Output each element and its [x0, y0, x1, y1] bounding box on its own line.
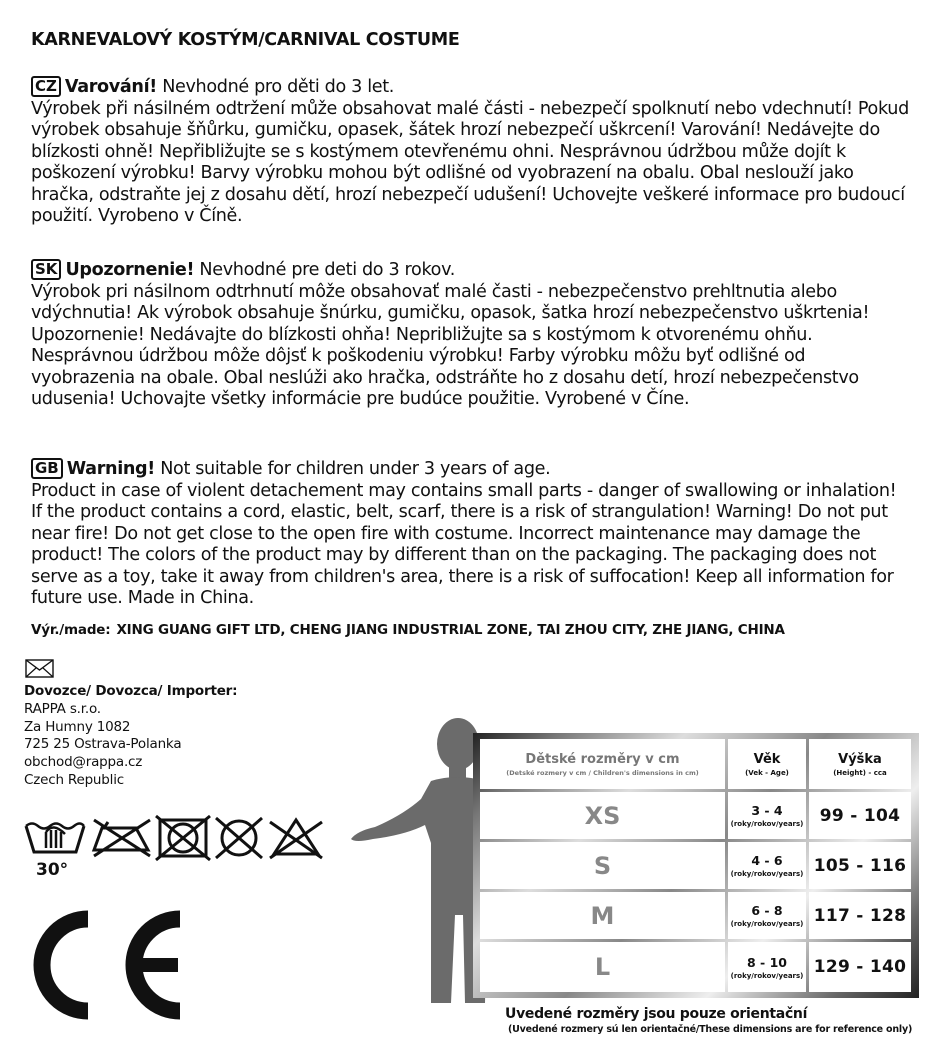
- wash-temperature: 30°: [36, 860, 69, 880]
- do-not-dry-clean-icon: [216, 818, 262, 858]
- importer-line: RAPPA s.r.o.: [24, 700, 101, 717]
- size-note-sub: (Uvedené rozmery sú len orientačné/These dimensions are for reference only): [508, 1024, 913, 1035]
- header-height-title: Výška: [838, 751, 882, 767]
- flag-badge-sk: SK: [31, 259, 61, 280]
- do-not-bleach-icon: [270, 820, 322, 858]
- importer-heading: Dovozce/ Dovozca/ Importer:: [24, 683, 238, 699]
- warning-first-line-gb: Not suitable for children under 3 years of age.: [154, 459, 551, 479]
- height-value: 99 - 104: [819, 805, 901, 826]
- height-cell: [809, 892, 911, 939]
- warning-section-sk: [31, 259, 911, 411]
- warning-heading-cz: Varování!: [64, 77, 157, 97]
- height-value: 117 - 128: [813, 905, 907, 926]
- importer-block: [24, 683, 237, 790]
- warning-first-line-cz: Nevhodné pro děti do 3 let.: [156, 77, 395, 97]
- header-age-sub: (Vek - Age): [745, 768, 789, 777]
- age-value: 3 - 4: [751, 803, 783, 818]
- importer-line: 725 25 Ostrava-Polanka: [24, 736, 182, 753]
- warning-body-cz: Výrobek při násilném odtržení může obsahovat malé části - nebezpečí spolknutí nebo vdechnutí! Pokud výrobek obsahuje šňůrku, gumičku, opasek, šátek hrozí nebezpečí uškrcení! Varování! Nedávejte do blízkosti ohně! Nepřibližujte se s kostýmem otevřenému ohni. Nesprávnou údržbou může dojít k poškození výrobku! Barvy výrobku mohou být odlišné od vyobrazení na obalu. Obal neslouží jako hračka, odstraňte jej z dosahu dětí, hrozí nebezpečí udušení! Uchovejte veškeré informace pro budoucí použití. Vyrobeno v Číně.: [31, 98, 909, 226]
- age-cell: [728, 892, 806, 939]
- hand-wash-30-icon: [26, 824, 84, 853]
- size-cell: [480, 892, 725, 939]
- warning-heading-sk: Upozornenie!: [65, 260, 195, 280]
- header-dimensions-title: Dětské rozměry v cm: [525, 751, 680, 767]
- age-cell: [728, 942, 806, 992]
- size-label: L: [594, 953, 611, 981]
- envelope-icon: [25, 659, 54, 678]
- manufacturer-line: [31, 622, 785, 638]
- header-age-title: Věk: [753, 751, 781, 767]
- height-cell: [809, 792, 911, 839]
- table-header-dimensions: [480, 739, 725, 789]
- manufacturer-value: XING GUANG GIFT LTD, CHENG JIANG INDUSTRIAL ZONE, TAI ZHOU CITY, ZHE JIANG, CHINA: [116, 622, 785, 638]
- importer-line: Za Humny 1082: [24, 718, 131, 735]
- size-label: S: [593, 851, 612, 880]
- warning-section-gb: [31, 458, 911, 610]
- warning-body-gb: Product in case of violent detachement may contains small parts - danger of swallowing or inhalation! If the product contains a cord, elastic, belt, scarf, there is a risk of strangulation! Warning! Do not put near fire! Do not get close to the open fire with costume. Incorrect maintenance may damage the product! The colors of the product may by different than on the packaging. The packaging does not serve as a toy, take it away from children's area, there is a risk of suffocation! Keep all information for future use. Made in China.: [31, 480, 897, 608]
- height-value: 129 - 140: [813, 957, 907, 977]
- age-unit: (roky/rokov/years): [730, 820, 804, 828]
- importer-line: Czech Republic: [24, 771, 124, 788]
- age-unit: (roky/rokov/years): [730, 971, 804, 980]
- ce-mark: [18, 905, 198, 1025]
- flag-badge-cz: CZ: [31, 76, 61, 97]
- warning-section-cz: [31, 76, 911, 228]
- table-header-height: [809, 739, 911, 789]
- do-not-iron-icon: [94, 820, 150, 856]
- age-unit: (roky/rokov/years): [730, 920, 804, 928]
- table-header-age: [728, 739, 806, 789]
- size-note: Uvedené rozměry jsou pouze orientační: [505, 1006, 808, 1022]
- size-cell: [480, 942, 725, 992]
- page-title: KARNEVALOVÝ KOSTÝM/CARNIVAL COSTUME: [31, 30, 460, 50]
- care-symbols: [24, 812, 324, 886]
- age-cell: [728, 792, 806, 839]
- age-unit: (roky/rokov/years): [730, 870, 804, 878]
- size-label: M: [590, 901, 615, 930]
- header-dimensions-sub: (Detské rozmery v cm / Children's dimensions in cm): [506, 768, 699, 777]
- header-height-sub: (Height) - cca: [833, 768, 887, 777]
- flag-badge-gb: GB: [31, 458, 63, 479]
- manufacturer-label: Výr./made:: [31, 622, 111, 638]
- importer-email: obchod@rappa.cz: [24, 754, 143, 771]
- age-value: 6 - 8: [751, 903, 783, 918]
- height-cell: [809, 842, 911, 889]
- height-value: 105 - 116: [813, 855, 907, 876]
- size-label: XS: [584, 801, 621, 830]
- size-table: [473, 733, 919, 998]
- warning-heading-gb: Warning!: [66, 459, 155, 479]
- size-cell: [480, 842, 725, 889]
- age-cell: [728, 842, 806, 889]
- do-not-tumble-dry-icon: [156, 816, 210, 860]
- age-value: 8 - 10: [747, 954, 787, 970]
- warning-body-sk: Výrobok pri násilnom odtrhnutí môže obsahovať malé časti - nebezpečenstvo prehltnutia alebo vdýchnutia! Ak výrobok obsahuje šnúrku, gumičku, opasok, šatka hrozí nebezpečenstvo uškrtenia! Upozornenie! Nedávajte do blízkosti ohňa! Nepribližujte sa s kostýmom k otvorenému ohňu. Nesprávnou údržbou môže dôjsť k poškodeniu výrobku! Farby výrobku môžu byť odlišné od vyobrazenia na obale. Obal neslúži ako hračka, odstráňte ho z dosahu detí, hrozí nebezpečenstvo udusenia! Uchovajte všetky informácie pre budúce použitie. Vyrobené v Číne.: [31, 281, 870, 409]
- height-cell: [809, 942, 911, 992]
- age-value: 4 - 6: [751, 853, 783, 868]
- warning-first-line-sk: Nevhodné pre deti do 3 rokov.: [194, 260, 456, 280]
- size-cell: [480, 792, 725, 839]
